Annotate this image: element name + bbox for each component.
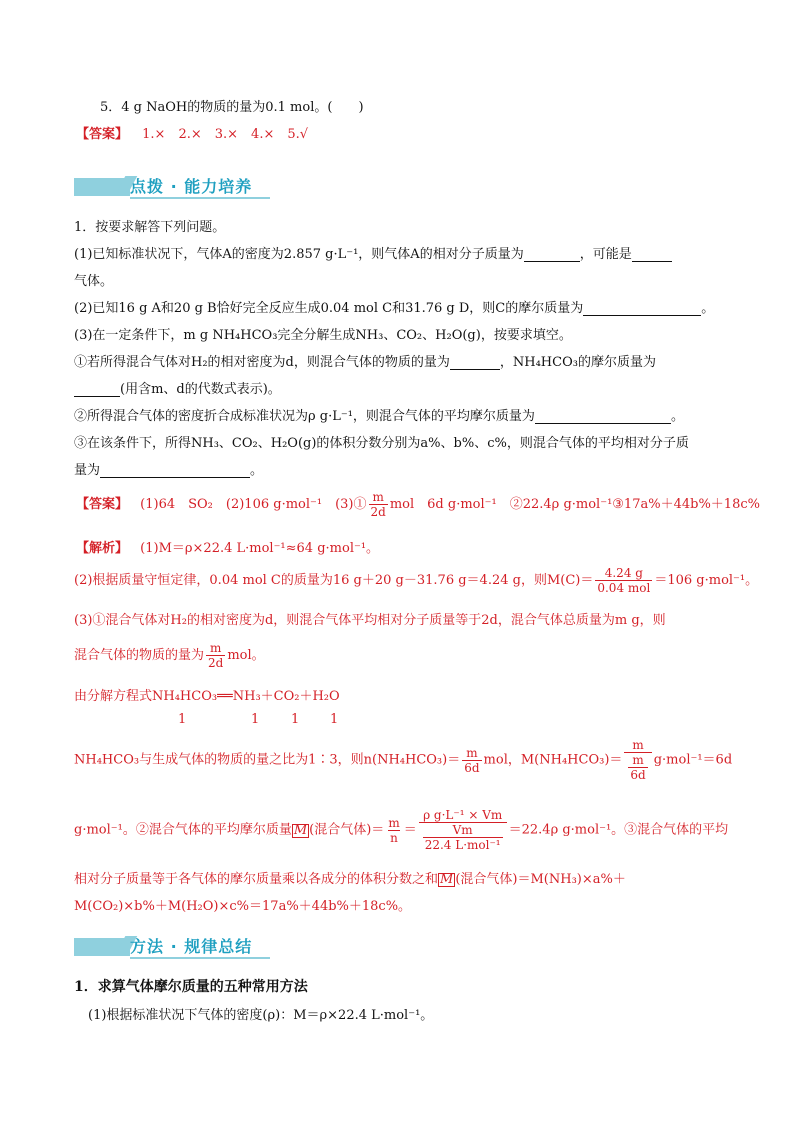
denominator: n [390,830,398,845]
denominator: 2d [208,656,224,670]
answer-blank[interactable] [524,247,580,262]
analysis-text: (1)M＝ρ×22.4 L·mol⁻¹≈64 g·mol⁻¹。 [140,541,380,556]
problem-part-3-1 [74,351,656,370]
answer-blank[interactable] [632,247,672,262]
fraction [462,746,481,775]
method-heading: 1．求算气体摩尔质量的五种常用方法 [74,979,308,995]
analysis-equation: 由分解方程式NH₄HCO₃══NH₃＋CO₂＋H₂O [74,689,340,704]
analysis-line-4 [74,641,265,670]
numerator: m [372,490,384,504]
denominator: 6d [464,760,480,775]
analysis-line-7 [74,808,728,852]
analysis-text: ＝ [403,822,417,838]
question-5: 5．4 g NaOH的物质的量为0.1 mol。( ) [100,100,364,115]
denominator: 22.4 L·mol⁻¹ [424,838,501,852]
section-banner-method [74,934,274,958]
analysis-line-9: M(CO₂)×b%＋M(H₂O)×c%＝17a%＋44b%＋18c%。 [74,899,412,914]
analysis-text: NH₄HCO₃与生成气体的物质的量之比为1∶3，则n(NH₄HCO₃)＝ [74,752,461,768]
text: 。 [701,301,715,316]
overline-m-symbol: M [440,872,454,887]
analysis-text: g·mol⁻¹＝6d [653,752,733,768]
numerator: Vm [452,823,473,837]
problem-part-3-3: ③在该条件下，所得NH₃、CO₂、H₂O(g)的体积分数分别为a%、b%、c%，则混合气体的平均相对分子质 [74,436,689,451]
coefficient: 1 [291,712,300,727]
problem-part-2 [74,297,714,316]
text: (1)已知标准状况下，气体A的密度为2.857 g·L⁻¹，则气体A的相对分子质量为 [74,247,524,262]
numerator: m [388,815,400,830]
analysis-text: (混合气体)＝M(NH₃)×a%＋ [455,872,626,887]
numerator: ρ g·L⁻¹ × Vm [423,808,503,822]
denominator: 0.04 mol [597,581,651,595]
problem-part-3-1-cont [74,378,281,397]
denominator: 6d [630,768,646,782]
answer-text: mol 6d g·mol⁻¹ ②22.4ρ g·mol⁻¹③17a%＋44b%＋18c% [389,497,760,512]
analysis-text: mol。 [227,648,265,663]
fraction [423,823,503,852]
answer-block-2 [76,490,760,519]
text: ①若所得混合气体对H₂的相对密度为d，则混合气体的物质的量为 [74,355,450,370]
answer-blank[interactable] [100,463,250,478]
problem-part-1-cont: 气体。 [74,274,114,289]
text: 。 [670,409,684,424]
banner-underline [130,957,270,959]
coefficient: 1 [178,712,187,727]
numerator: m [209,641,222,655]
answer-block-1 [76,123,308,142]
denominator [419,822,507,852]
fraction [595,566,652,595]
text: ②所得混合气体的密度折合成标准状况为ρ g·L⁻¹，则混合气体的平均摩尔质量为 [74,409,535,424]
answer-blank[interactable] [583,301,701,316]
section-banner-ability [74,174,274,198]
denominator: 2d [370,505,386,519]
text: (2)已知16 g A和20 g B恰好完全反应生成0.04 mol C和31.76 g D，则C的摩尔质量为 [74,301,584,316]
analysis-text: mol，M(NH₄HCO₃)＝ [483,752,623,768]
answer-text: 1.× 2.× 3.× 4.× 5.√ [142,127,309,142]
analysis-text: (2)根据质量守恒定律，0.04 mol C的质量为16 g＋20 g－31.76 g＝4.24 g，则M(C)＝ [74,573,594,588]
answer-blank[interactable] [535,409,671,424]
text: 。 [250,463,264,478]
analysis-text: 相对分子质量等于各气体的摩尔质量乘以各成分的体积分数之和 [74,872,439,887]
section-title: 方法 · 规律总结 [130,937,253,956]
answer-blank[interactable] [450,355,500,370]
text: ，可能是 [579,247,632,262]
answer-text: (1)64 SO₂ (2)106 g·mol⁻¹ (3)① [140,497,367,512]
analysis-label: 【解析】 [76,541,129,556]
analysis-text: (混合气体)＝ [309,822,385,838]
fraction [369,490,388,519]
analysis-line-2 [74,566,758,595]
denominator [624,752,651,782]
overline-m-symbol: M [293,822,308,838]
numerator: m [632,738,644,752]
analysis-text: 混合气体的物质的量为 [74,648,205,663]
answer-blank[interactable] [74,382,120,397]
numerator: m [632,753,644,767]
analysis-line-6 [74,738,732,782]
fraction [628,753,647,782]
problem-part-1 [74,243,672,262]
problem-part-3: (3)在一定条件下，m g NH₄HCO₃完全分解生成NH₃、CO₂、H₂O(g)，按要求填空。 [74,328,572,343]
answer-label: 【答案】 [76,497,129,512]
problem-part-3-2 [74,405,684,424]
text: (用含m、d的代数式表示)。 [120,382,281,397]
analysis-text: g·mol⁻¹。②混合气体的平均摩尔质量 [74,822,292,838]
analysis-line-8 [74,868,626,887]
analysis-text: ＝106 g·mol⁻¹。 [654,573,759,588]
analysis-line-1 [76,537,379,556]
fraction [386,816,401,845]
fraction [206,641,225,670]
coefficient: 1 [251,712,260,727]
text: ，NH₄HCO₃的摩尔质量为 [499,355,656,370]
text: 量为 [74,463,101,478]
section-title: 点拨 · 能力培养 [130,177,253,196]
answer-label: 【答案】 [76,127,129,142]
compound-fraction [624,738,651,782]
analysis-text: ＝22.4ρ g·mol⁻¹。③混合气体的平均 [508,822,729,838]
coefficient: 1 [330,712,339,727]
numerator: m [466,745,478,760]
problem-part-3-3-cont [74,459,263,478]
banner-underline [130,197,270,199]
analysis-line-3: (3)①混合气体对H₂的相对密度为d，则混合气体平均相对分子质量等于2d，混合气体总质量为m g，则 [74,613,666,628]
method-item-1: (1)根据标准状况下气体的密度(ρ)：M＝ρ×22.4 L·mol⁻¹。 [88,1008,434,1023]
numerator: 4.24 g [604,566,643,580]
problem-intro: 1．按要求解答下列问题。 [74,220,226,235]
compound-fraction [419,808,507,852]
